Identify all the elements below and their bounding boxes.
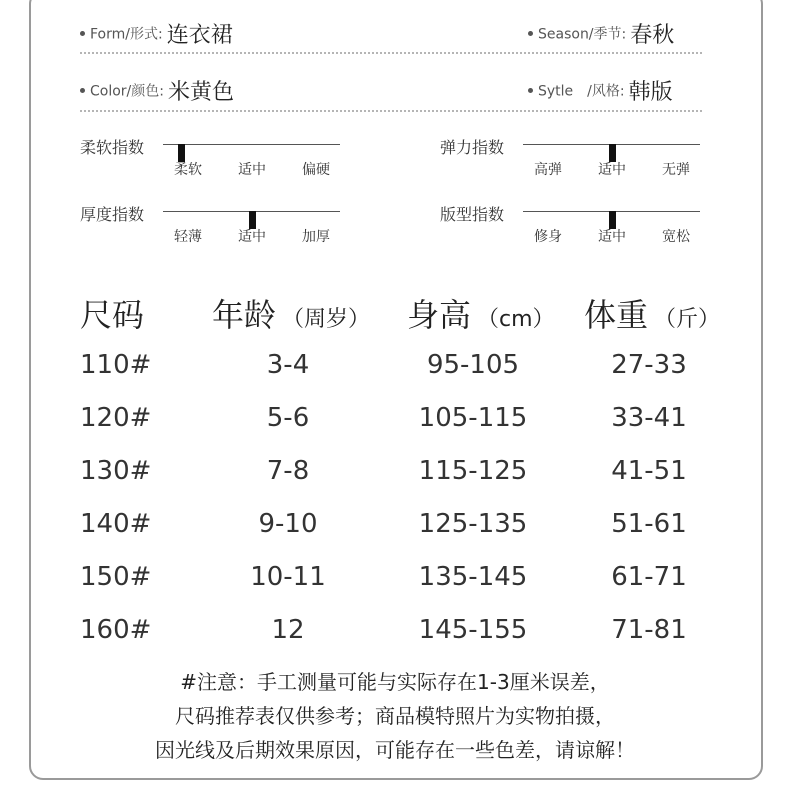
attr-color-label: Color/颜色: — [90, 83, 164, 100]
slider-softness — [80, 135, 350, 195]
height-cell: 135-145 — [418, 562, 528, 592]
header-weight-label: 体重 — [584, 296, 649, 334]
attr-color-value: 米黄色 — [168, 80, 235, 105]
header-height-unit: （cm） — [477, 307, 555, 332]
tick-label: 轻薄 — [174, 229, 202, 245]
slider-fit-label: 版型指数 — [440, 205, 505, 224]
height-cell: 115-125 — [418, 456, 528, 486]
age-cell: 12 — [271, 615, 305, 645]
attr-form-value: 连衣裙 — [166, 23, 233, 48]
weight-cell: 71-81 — [611, 615, 687, 645]
weight-cell: 51-61 — [611, 509, 687, 539]
slider-thickness — [80, 202, 350, 262]
age-cell: 7-8 — [266, 456, 310, 486]
bullet-icon — [80, 88, 85, 93]
note-line: 因光线及后期效果原因，可能存在一些色差，请谅解！ — [155, 738, 635, 762]
size-cell: 150# — [80, 562, 152, 592]
height-cell: 145-155 — [418, 615, 528, 645]
header-size-label: 尺码 — [80, 296, 145, 334]
note-line: #注意：手工测量可能与实际存在1-3厘米误差， — [180, 670, 610, 694]
height-cell: 105-115 — [418, 403, 528, 433]
bullet-icon — [80, 31, 85, 36]
attr-form — [80, 18, 233, 49]
size-cell: 120# — [80, 403, 152, 433]
dotted-divider — [80, 110, 702, 112]
age-cell: 5-6 — [266, 403, 310, 433]
header-age — [212, 290, 370, 336]
size-cell: 110# — [80, 350, 152, 380]
weight-cell: 27-33 — [611, 350, 687, 380]
attr-season-value: 春秋 — [630, 23, 675, 48]
attr-style — [528, 75, 673, 106]
weight-cell: 61-71 — [611, 562, 687, 592]
content-frame — [29, 0, 763, 780]
tick-label: 适中 — [598, 162, 626, 178]
attr-style-label: Sytle /风格: — [538, 83, 625, 100]
weight-cell: 41-51 — [611, 456, 687, 486]
slider-track — [523, 211, 700, 212]
header-height — [407, 290, 555, 336]
size-cell: 160# — [80, 615, 152, 645]
slider-elasticity — [440, 135, 710, 195]
slider-thickness-label: 厚度指数 — [80, 205, 145, 224]
tick-label: 无弹 — [662, 162, 690, 178]
tick-label: 加厚 — [302, 229, 330, 245]
tick-label: 适中 — [238, 162, 266, 178]
attr-color — [80, 75, 234, 106]
tick-label: 适中 — [598, 229, 626, 245]
height-cell: 95-105 — [426, 350, 520, 380]
header-age-unit: （周岁） — [282, 307, 371, 332]
note-line: 尺码推荐表仅供参考；商品模特照片为实物拍摄， — [175, 704, 615, 728]
attr-season — [528, 18, 674, 49]
header-height-label: 身高 — [407, 296, 472, 334]
header-size — [80, 290, 144, 336]
attr-form-label: Form/形式: — [90, 26, 163, 43]
size-cell: 130# — [80, 456, 152, 486]
size-cell: 140# — [80, 509, 152, 539]
slider-track — [163, 211, 340, 212]
age-cell: 3-4 — [266, 350, 310, 380]
weight-cell: 33-41 — [611, 403, 687, 433]
notes — [80, 665, 710, 767]
bullet-icon — [528, 31, 533, 36]
header-weight — [584, 290, 720, 336]
attr-style-value: 韩版 — [628, 80, 673, 105]
slider-fit — [440, 202, 710, 262]
slider-track — [163, 144, 340, 145]
dotted-divider — [80, 52, 702, 54]
header-age-label: 年龄 — [212, 296, 277, 334]
tick-label: 柔软 — [174, 162, 202, 178]
bullet-icon — [528, 88, 533, 93]
slider-softness-label: 柔软指数 — [80, 138, 145, 157]
age-cell: 9-10 — [258, 509, 318, 539]
age-cell: 10-11 — [250, 562, 326, 592]
tick-label: 高弹 — [534, 162, 562, 178]
height-cell: 125-135 — [418, 509, 528, 539]
slider-track — [523, 144, 700, 145]
tick-label: 偏硬 — [302, 162, 330, 178]
attr-season-label: Season/季节: — [538, 26, 627, 43]
header-weight-unit: （斤） — [654, 307, 721, 332]
tick-label: 宽松 — [662, 229, 690, 245]
tick-label: 修身 — [534, 229, 562, 245]
slider-elasticity-label: 弹力指数 — [440, 138, 505, 157]
tick-label: 适中 — [238, 229, 266, 245]
